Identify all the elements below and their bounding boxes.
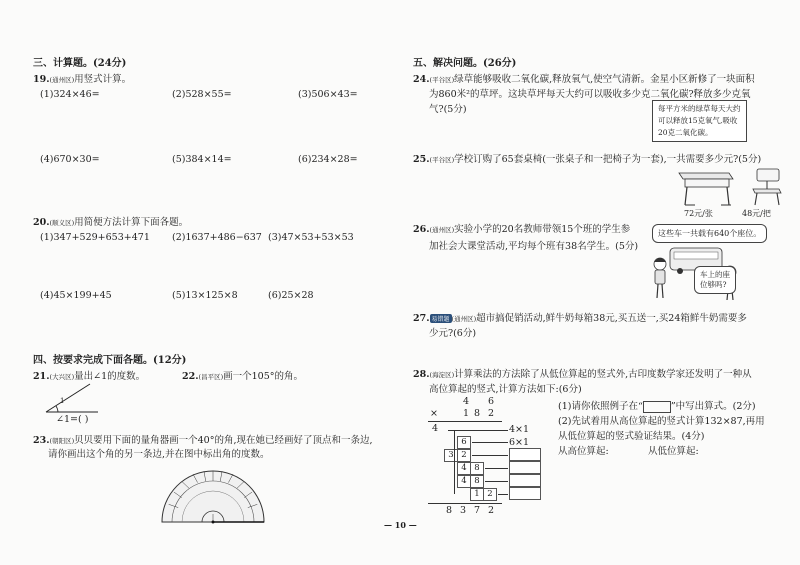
q28-sub-1 (558, 398, 756, 413)
q20-item-3: (3)47×53+53×53 (268, 232, 354, 243)
desk-icon (679, 173, 733, 205)
q19-item-1: (1)324×46= (40, 89, 100, 100)
question-24 (413, 71, 755, 85)
q21-number: 21. (33, 371, 50, 382)
row-f-cell-1: 1 (470, 488, 484, 501)
row-c-arrow (472, 455, 508, 456)
row-e-arrow (485, 481, 508, 482)
q24-tag: (平谷区) (429, 76, 455, 84)
protractor-figure (158, 468, 268, 526)
row-a-eq: 4×1 (509, 424, 530, 435)
q28-number: 28. (413, 369, 430, 380)
page-number: — 10 — (384, 520, 417, 530)
q22-tag: (昌平区) (198, 373, 224, 381)
q19-item-6: (6)234×28= (298, 154, 358, 165)
line-2 (428, 503, 502, 504)
q19-item-4: (4)670×30= (40, 154, 100, 165)
angle-1-answer: ∠1=( ) (56, 414, 89, 425)
q26-bubble-question (694, 266, 736, 294)
q28-sub-1-part-a: (1)请你依照例子在“ (558, 401, 643, 412)
q19-text: 用竖式计算。 (74, 74, 132, 85)
row-f-answer-box[interactable] (509, 487, 541, 500)
q20-number: 20. (33, 217, 50, 228)
q20-text: 用简便方法计算下面各题。 (74, 217, 189, 228)
chair-icon (753, 169, 781, 205)
mul-digit-2: 2 (488, 408, 495, 419)
from-high-label: 从高位算起: (558, 446, 609, 457)
row-f-arrow (498, 494, 508, 495)
angle-1-figure (40, 380, 100, 418)
section-3-title: 三、计算题。(24分) (33, 58, 127, 69)
question-22 (182, 368, 303, 382)
row-d-answer-box[interactable] (509, 461, 541, 474)
row-e-answer-box[interactable] (509, 474, 541, 487)
q26-bubble-seats: 这些车一共载有640个座位。 (652, 224, 767, 243)
q21-text: 量出∠1的度数。 (74, 371, 146, 382)
top-digit-4: 4 (463, 396, 470, 407)
row-d-cell-1: 4 (457, 462, 471, 475)
row-f-cell-2: 2 (483, 488, 497, 501)
result-digit-2: 2 (488, 505, 495, 516)
from-low-label: 从低位算起: (648, 446, 699, 457)
section-4-title: 四、按要求完成下面各题。(12分) (33, 355, 187, 366)
mul-digit-8: 8 (474, 408, 481, 419)
row-b-eq: 6×1 (509, 437, 530, 448)
question-25 (413, 151, 761, 165)
q24-note-box (652, 100, 747, 142)
q28-tag: (海淀区) (429, 371, 455, 379)
result-digit-3: 3 (460, 505, 467, 516)
q24-line-1: 绿草能够吸收二氧化碳,释放氧气,使空气清新。金星小区新修了一块面积 (454, 74, 755, 85)
q28-line-2: 高位算起的竖式,计算方法如下:(6分) (429, 384, 582, 395)
row-a-digit: 4 (432, 423, 439, 434)
row-d-cell-2: 8 (470, 462, 484, 475)
row-b-arrow (472, 442, 508, 443)
q28-sub-1-blank-box (643, 401, 671, 413)
row-e-cell-2: 8 (470, 475, 484, 488)
chair-price: 48元/把 (742, 209, 771, 218)
q28-sub-2-line-1: (2)先试着用从高位算起的竖式计算132×87,再用 (558, 416, 765, 427)
q27-tag: (通州区) (451, 315, 477, 323)
q26-line-2: 加社会大课堂活动,平均每个班有38名学生。(5分) (429, 241, 639, 252)
q27-number: 27. (413, 313, 430, 324)
q19-item-5: (5)384×14= (172, 154, 232, 165)
q19-number: 19. (33, 74, 50, 85)
q24-number: 24. (413, 74, 430, 85)
question-20 (33, 214, 188, 228)
q28-sub-2-line-2: 从低位算起的竖式验证结果。(4分) (558, 431, 705, 442)
q25-number: 25. (413, 154, 430, 165)
q26-tag: (通州区) (429, 226, 455, 234)
q21-tag: (大兴区) (49, 373, 75, 381)
row-c-cell-1: 3 (444, 449, 458, 462)
question-23 (33, 432, 373, 446)
q20-item-5: (5)13×125×8 (172, 290, 238, 301)
row-d-arrow (485, 468, 508, 469)
mul-digit-1: 1 (463, 408, 470, 419)
bracket-line (454, 430, 455, 494)
top-digit-6: 6 (488, 396, 495, 407)
result-digit-8: 8 (446, 505, 453, 516)
q20-item-4: (4)45×199+45 (40, 290, 112, 301)
q20-tag: (顺义区) (49, 219, 75, 227)
q25-tag: (平谷区) (429, 156, 455, 164)
q24-note-line-3: 20克二氧化碳。 (658, 128, 713, 137)
q23-line-2: 请你画出这个角的另一条边,并在图中标出角的度数。 (48, 449, 270, 460)
q27-badge: 易错题 (431, 316, 450, 323)
result-digit-7: 7 (474, 505, 481, 516)
row-c-answer-box[interactable] (509, 448, 541, 461)
angle-1-marker: 1 (60, 397, 65, 405)
row-e-cell-1: 4 (457, 475, 471, 488)
q28-line-1: 计算乘法的方法除了从低位算起的竖式外,古印度数学家还发明了一种从 (454, 369, 752, 380)
line-1 (428, 421, 502, 422)
section-5-title: 五、解决问题。(26分) (413, 58, 517, 69)
desk-chair-illustration (675, 165, 790, 207)
q19-item-2: (2)528×55= (172, 89, 232, 100)
q26-bubble-question-line-2: 位够吗? (700, 280, 727, 289)
question-28 (413, 366, 752, 380)
desk-price: 72元/张 (684, 209, 713, 218)
q28-sub-1-part-b: ”中写出算式。(2分) (670, 401, 756, 412)
q22-text: 画一个105°的角。 (223, 371, 303, 382)
q26-number: 26. (413, 224, 430, 235)
q22-number: 22. (182, 371, 199, 382)
q23-tag: (朝阳区) (49, 437, 75, 445)
q24-line-3: 气?(5分) (429, 104, 467, 115)
row-c-cell-2: 2 (457, 449, 471, 462)
q23-number: 23. (33, 435, 50, 446)
q27-line-1: 超市搞促销活动,鲜牛奶每箱38元,买五送一,买24箱鲜牛奶需要多 (476, 313, 747, 324)
question-19 (33, 71, 131, 85)
q20-item-1: (1)347+529+653+471 (40, 232, 150, 243)
q20-item-2: (2)1637+486−637 (172, 232, 262, 243)
q24-note-line-2: 可以释放15克氧气,吸收 (658, 116, 738, 125)
q26-bubble-question-line-1: 车上的座 (700, 270, 730, 279)
row-b-cell: 6 (457, 436, 471, 449)
q26-line-1: 实验小学的20名教师带领15个班的学生参 (454, 224, 631, 235)
question-27 (413, 310, 747, 324)
q25-text: 学校订购了65套桌椅(一张桌子和一把椅子为一套),一共需要多少元?(5分) (454, 154, 762, 165)
times-sign: × (430, 408, 438, 419)
q27-line-2: 少元?(6分) (429, 328, 477, 339)
q24-note-line-1: 每平方米的绿草每天大约 (658, 104, 741, 113)
child-left-icon (654, 258, 666, 298)
q20-item-6: (6)25×28 (268, 290, 314, 301)
q23-line-1: 贝贝要用下面的量角器画一个40°的角,现在她已经画好了顶点和一条边, (74, 435, 373, 446)
q19-item-3: (3)506×43= (298, 89, 358, 100)
question-26 (413, 221, 630, 235)
row-a-arrow (448, 430, 508, 431)
q19-tag: (通州区) (49, 76, 75, 84)
q24-line-2: 为860米²的草坪。这块草坪每天大约可以吸收多少克二氧化碳?释放多少克氧 (429, 89, 751, 100)
